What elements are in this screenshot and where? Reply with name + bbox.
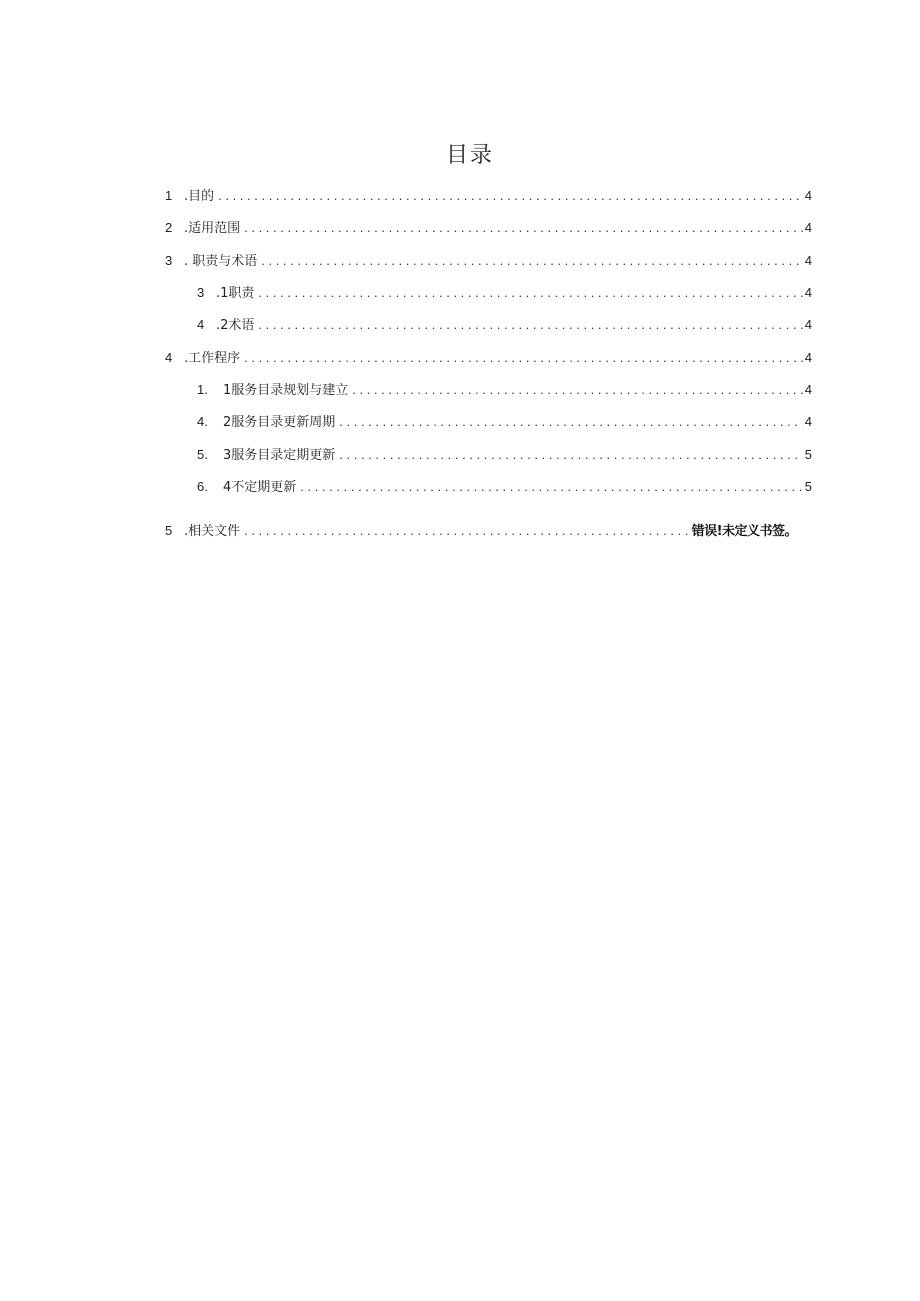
toc-entry-3-2[interactable] — [197, 315, 812, 335]
dot-leader — [258, 315, 802, 335]
entry-label: .目的 — [184, 189, 215, 204]
entry-page-number: 4 — [804, 220, 812, 235]
dot-leader — [300, 477, 802, 497]
dot-leader — [339, 412, 802, 432]
entry-number: 3 — [197, 285, 205, 300]
dot-leader — [218, 186, 803, 206]
dot-leader — [258, 283, 802, 303]
entry-number: 6. — [197, 479, 208, 494]
entry-label: 1服务目录规划与建立 — [223, 383, 349, 398]
dot-leader — [352, 380, 802, 400]
toc-title: 目录 — [445, 143, 494, 168]
entry-number: 2 — [165, 220, 173, 235]
toc-entry-4-4[interactable] — [197, 477, 812, 497]
entry-page-number: 5 — [804, 447, 812, 462]
toc-entry-4[interactable] — [165, 348, 812, 368]
entry-label: 3服务目录定期更新 — [223, 448, 336, 463]
entry-label: .2术语 — [216, 318, 255, 333]
entry-label: .工作程序 — [184, 351, 241, 366]
dot-leader — [339, 445, 802, 465]
entry-page-number: 4 — [804, 188, 812, 203]
dot-leader — [244, 218, 803, 238]
entry-page-number: 4 — [804, 350, 812, 365]
entry-label: .1职责 — [216, 286, 255, 301]
entry-number: 3 — [165, 253, 173, 268]
toc-entry-4-1[interactable] — [197, 380, 812, 400]
entry-page-number: 4 — [804, 414, 812, 429]
toc-entry-1[interactable] — [165, 186, 812, 206]
toc-entry-3[interactable] — [165, 251, 812, 271]
entry-label: .适用范围 — [184, 221, 241, 236]
entry-page-number: 4 — [804, 382, 812, 397]
dot-leader — [244, 348, 803, 368]
entry-page-error: 错误!未定义书签。 — [691, 524, 797, 539]
toc-entry-5[interactable] — [165, 521, 797, 541]
entry-number: 4. — [197, 414, 208, 429]
entry-page-number: 4 — [804, 317, 812, 332]
toc-entry-4-2[interactable] — [197, 412, 812, 432]
entry-page-number: 5 — [804, 479, 812, 494]
dot-leader — [244, 521, 689, 541]
entry-page-number: 4 — [804, 285, 812, 300]
entry-label: .相关文件 — [184, 524, 241, 539]
entry-label: 2服务目录更新周期 — [223, 415, 336, 430]
entry-label: 4不定期更新 — [223, 480, 297, 495]
entry-number: 5. — [197, 447, 208, 462]
toc-entry-4-3[interactable] — [197, 445, 812, 465]
entry-number: 4 — [197, 317, 205, 332]
entry-number: 1 — [165, 188, 173, 203]
dot-leader — [261, 251, 803, 271]
entry-label: . 职责与术语 — [184, 254, 258, 269]
toc-entry-2[interactable] — [165, 218, 812, 238]
toc-entry-3-1[interactable] — [197, 283, 812, 303]
entry-number: 4 — [165, 350, 173, 365]
entry-number: 1. — [197, 382, 208, 397]
entry-page-number: 4 — [804, 253, 812, 268]
entry-number: 5 — [165, 523, 173, 538]
